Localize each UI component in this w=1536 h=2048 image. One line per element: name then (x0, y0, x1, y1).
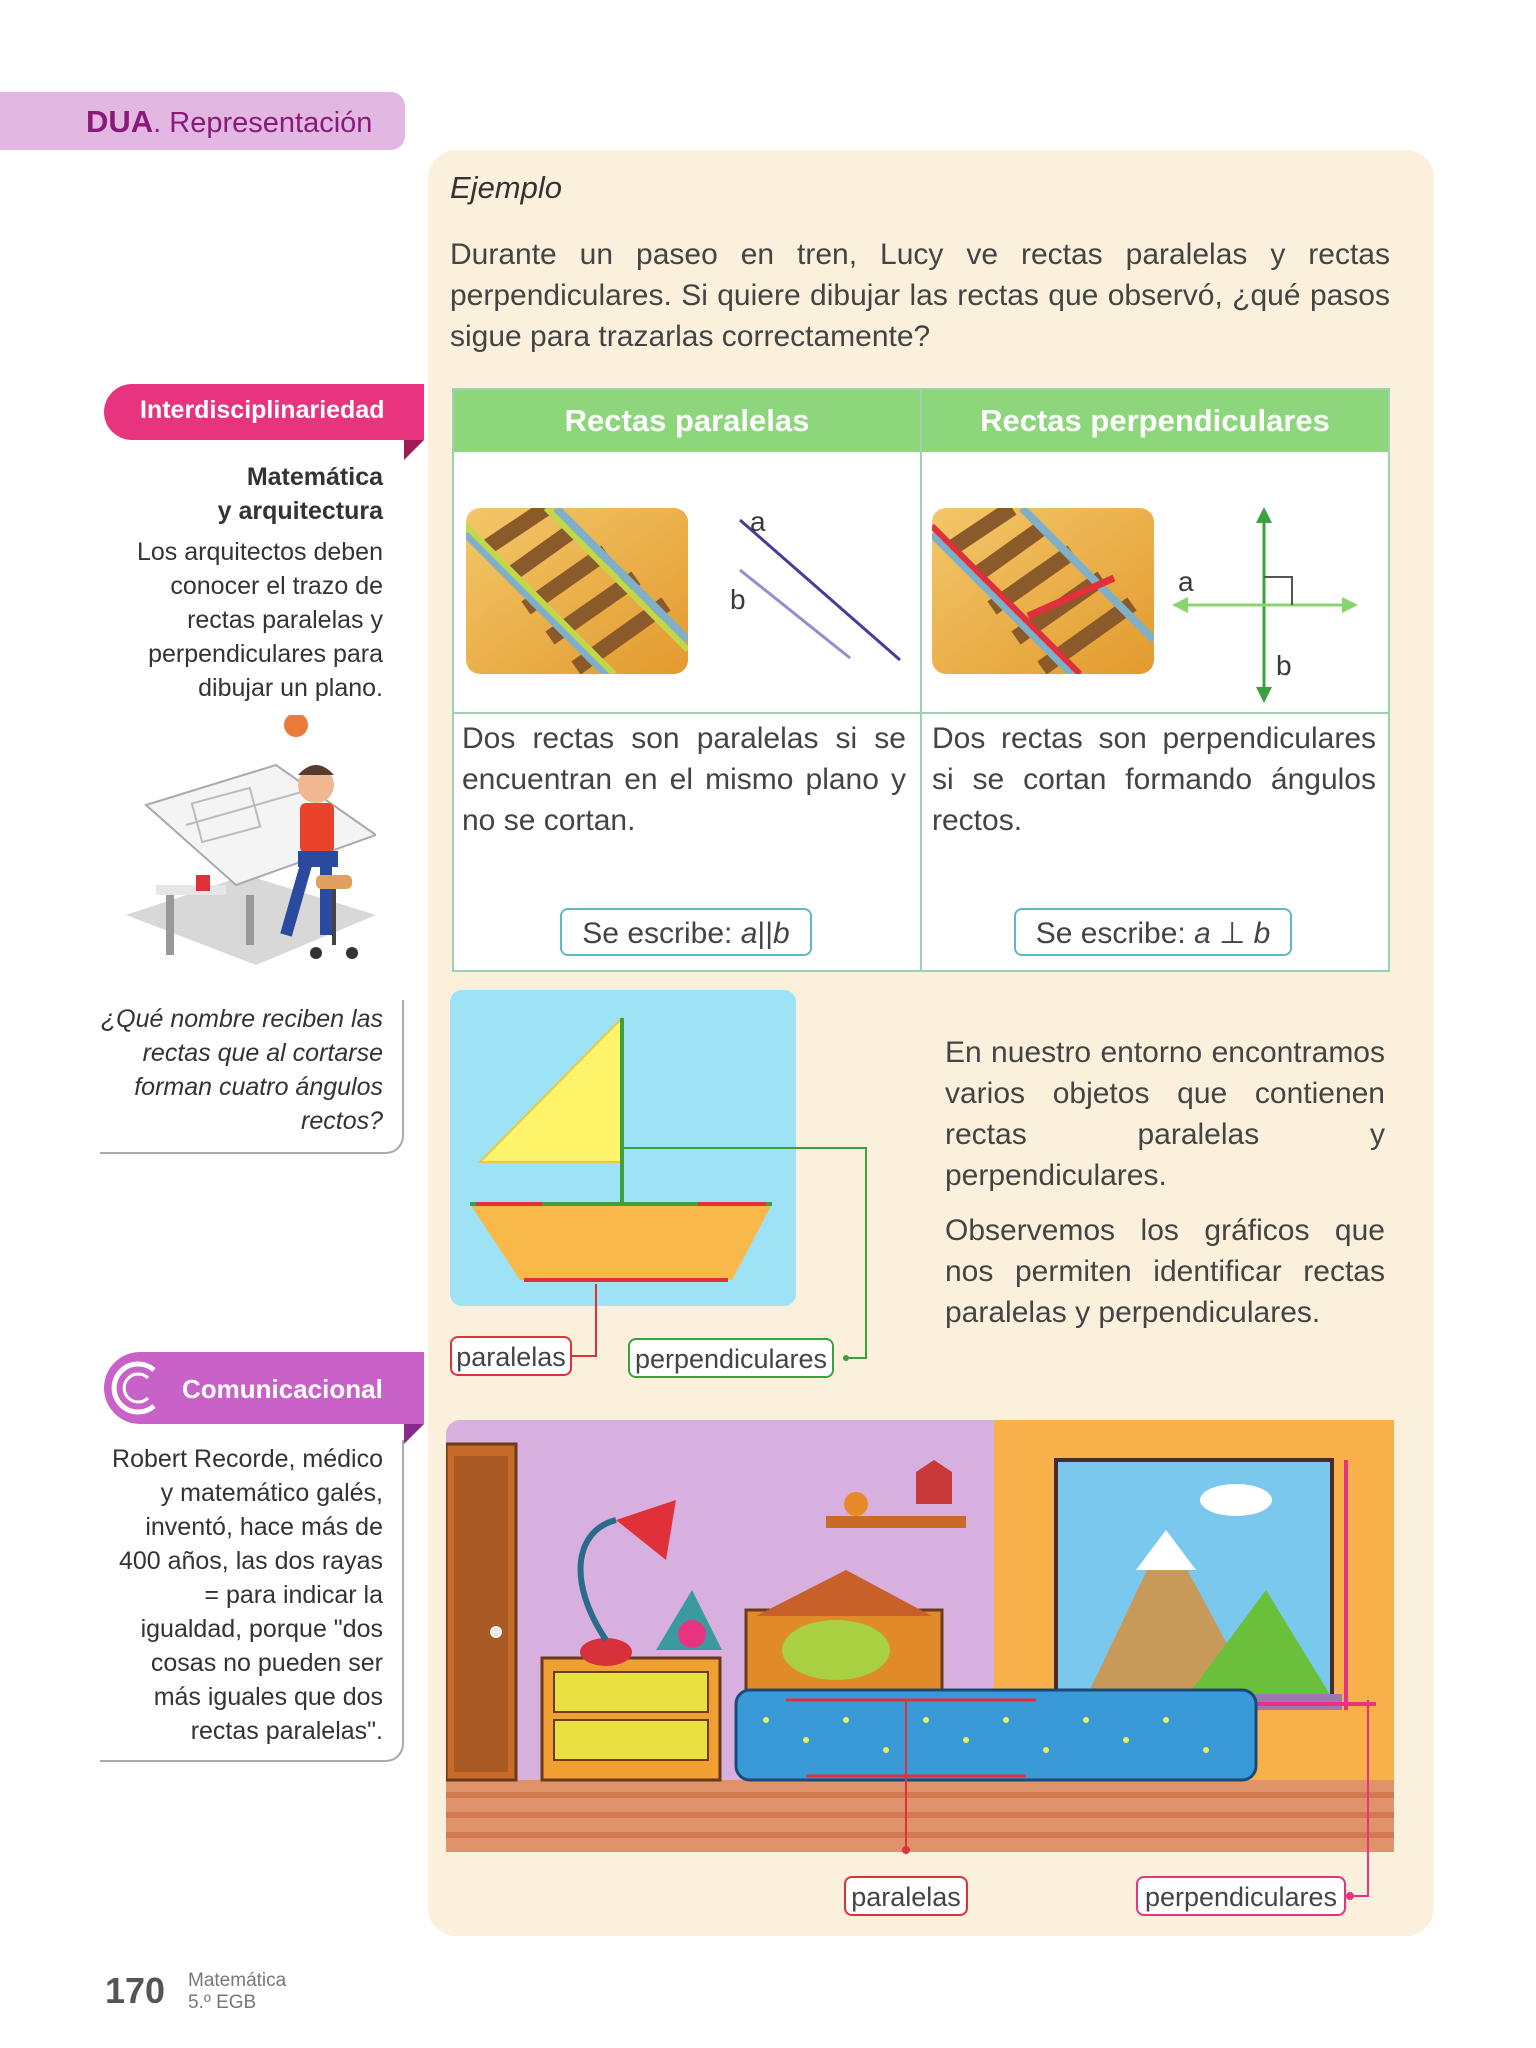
header-perpendicular: Rectas perpendiculares (980, 403, 1330, 438)
rail-parallel-image (466, 508, 688, 674)
room-connectors (880, 1700, 1380, 1900)
room-label-perpendicular: perpendiculares (1136, 1876, 1346, 1916)
example-body: Durante un paseo en tren, Lucy ve rectas paralelas y rectas perpendiculares. Si quiere dibujar las rectas que observó, ¿qué pasos sigue para trazarlas correctamente? (450, 238, 1390, 353)
footer-grade: 5.º EGB (188, 1992, 257, 2013)
notation-parallel: Se escribe: a||b (560, 908, 812, 956)
question-text: ¿Qué nombre reciben las rectas que al cortarse forman cuatro ángulos rectos? (100, 1005, 383, 1135)
boat-connectors (560, 1140, 870, 1370)
communication-icon (108, 1358, 168, 1418)
dua-label: DUA. Representación (86, 104, 373, 139)
environment-paragraph-1: En nuestro entorno encontramos varios objetos que contienen rectas paralelas y perpendiculares. (945, 1036, 1385, 1192)
notation-perpendicular: Se escribe: a ⊥ b (1014, 908, 1292, 956)
label-b-perp: b (1276, 650, 1292, 681)
boat-label-perpendicular: perpendiculares (628, 1338, 834, 1378)
interdisciplinary-title-2: y arquitectura (217, 497, 383, 525)
boat-label-parallel: paralelas (450, 1336, 572, 1376)
definition-parallel: Dos rectas son paralelas si se encuentran en el mismo plano y no se cortan. (462, 722, 906, 837)
page-number: 170 (105, 1970, 166, 2011)
environment-paragraph-2: Observemos los gráficos que nos permiten identificar rectas paralelas y perpendiculares. (945, 1214, 1385, 1329)
interdisciplinary-body: Los arquitectos deben conocer el trazo de rectas paralelas y perpendiculares para dibujar un plano. (136, 538, 383, 702)
architect-illustration (126, 715, 376, 985)
footer-subject (188, 1970, 286, 2014)
perpendicular-lines-diagram (1170, 505, 1360, 705)
room-label-parallel: paralelas (844, 1876, 968, 1916)
rail-perpendicular-image (932, 508, 1154, 674)
environment-text (945, 1032, 1385, 1333)
table-row-divider (454, 712, 1388, 714)
label-b-parallel: b (730, 584, 746, 615)
communication-tab-label: Comunicacional (182, 1374, 383, 1404)
label-a-perp: a (1178, 566, 1194, 597)
header-parallel: Rectas paralelas (564, 403, 810, 438)
interdisciplinary-tab-label: Interdisciplinariedad (140, 396, 385, 424)
communication-body: Robert Recorde, médico y matemático galés, inventó, hace más de 400 años, las dos rayas = para indicar la igualdad, porque "dos cosas no pueden ser más iguales que dos rectas paralelas". (112, 1445, 383, 1745)
table-divider (920, 390, 922, 970)
definition-perpendicular: Dos rectas son perpendiculares si se cortan formando ángulos rectos. (932, 722, 1376, 837)
footer-subject-name: Matemática (188, 1970, 287, 1991)
interdisciplinary-title-1: Matemática (246, 463, 383, 491)
label-a-parallel: a (750, 506, 766, 537)
tab-fold-icon (404, 1424, 424, 1444)
example-title: Ejemplo (450, 170, 562, 205)
tab-fold-icon (404, 440, 424, 460)
